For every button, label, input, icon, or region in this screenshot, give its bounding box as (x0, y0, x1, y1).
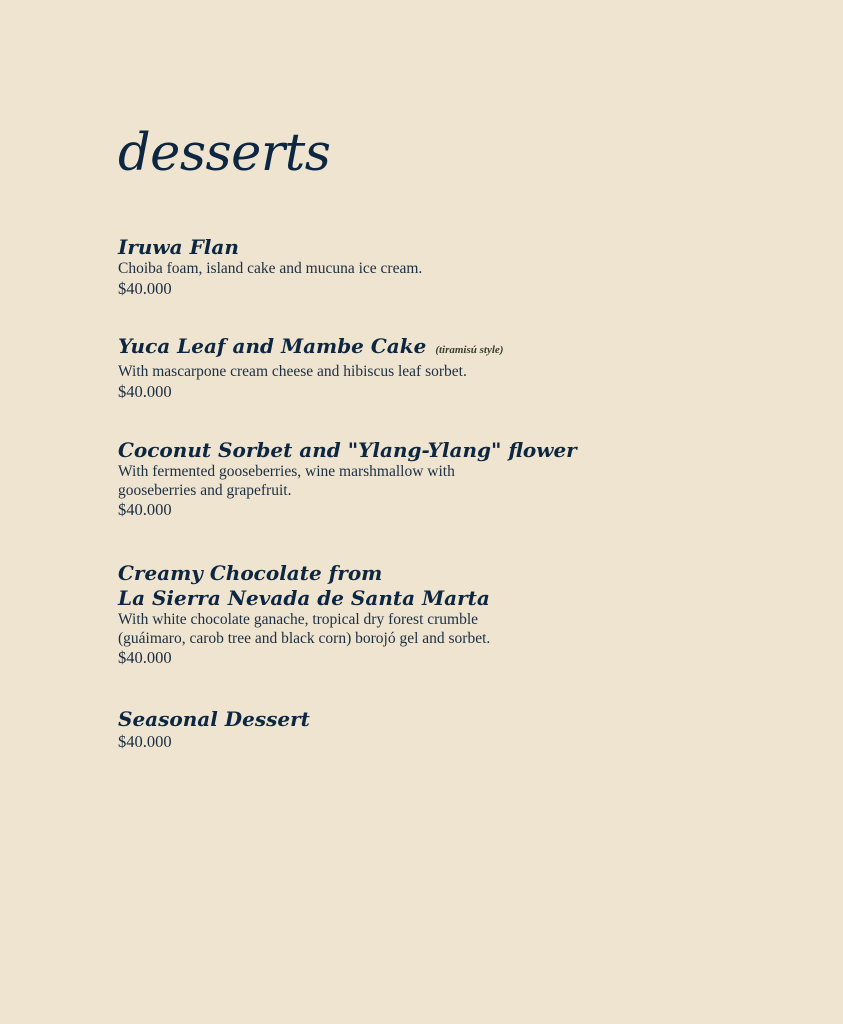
menu-item-description-line: With fermented gooseberries, wine marshmallow with (118, 463, 455, 480)
menu-item-price: $40.000 (118, 732, 172, 751)
section-title: desserts (118, 124, 331, 183)
menu-item-price: $40.000 (118, 278, 172, 298)
menu-item-iruwa-flan (118, 235, 678, 299)
menu-item-name-line: La Sierra Nevada de Santa Marta (118, 586, 490, 610)
menu-item-creamy-chocolate (118, 561, 678, 668)
menu-item-coconut-sorbet (118, 438, 678, 520)
menu-item-description: With mascarpone cream cheese and hibiscus leaf sorbet. (118, 363, 467, 380)
menu-item-name-line: Creamy Chocolate from (118, 561, 383, 585)
menu-item-name-line (118, 334, 678, 363)
menu-item-note: (tiramisú style) (435, 344, 504, 356)
menu-item-name: Coconut Sorbet and "Ylang-Ylang" flower (118, 438, 577, 462)
menu-item-price: $40.000 (118, 381, 172, 401)
menu-item-description: Choiba foam, island cake and mucuna ice cream. (118, 260, 423, 277)
menu-item-description-line: With white chocolate ganache, tropical dry forest crumble (118, 611, 479, 628)
menu-item-seasonal-dessert (118, 707, 678, 752)
menu-item-description-line: (guáimaro, carob tree and black corn) borojó gel and sorbet. (118, 629, 491, 647)
menu-item-description-line: gooseberries and grapefruit. (118, 481, 292, 499)
menu-item-price: $40.000 (118, 648, 172, 667)
menu-item-name: Iruwa Flan (118, 235, 239, 259)
menu-item-name: Yuca Leaf and Mambe Cake (118, 334, 427, 358)
menu-item-yuca-leaf-cake (118, 334, 678, 402)
menu-item-name: Seasonal Dessert (118, 707, 310, 731)
menu-item-price: $40.000 (118, 500, 172, 519)
